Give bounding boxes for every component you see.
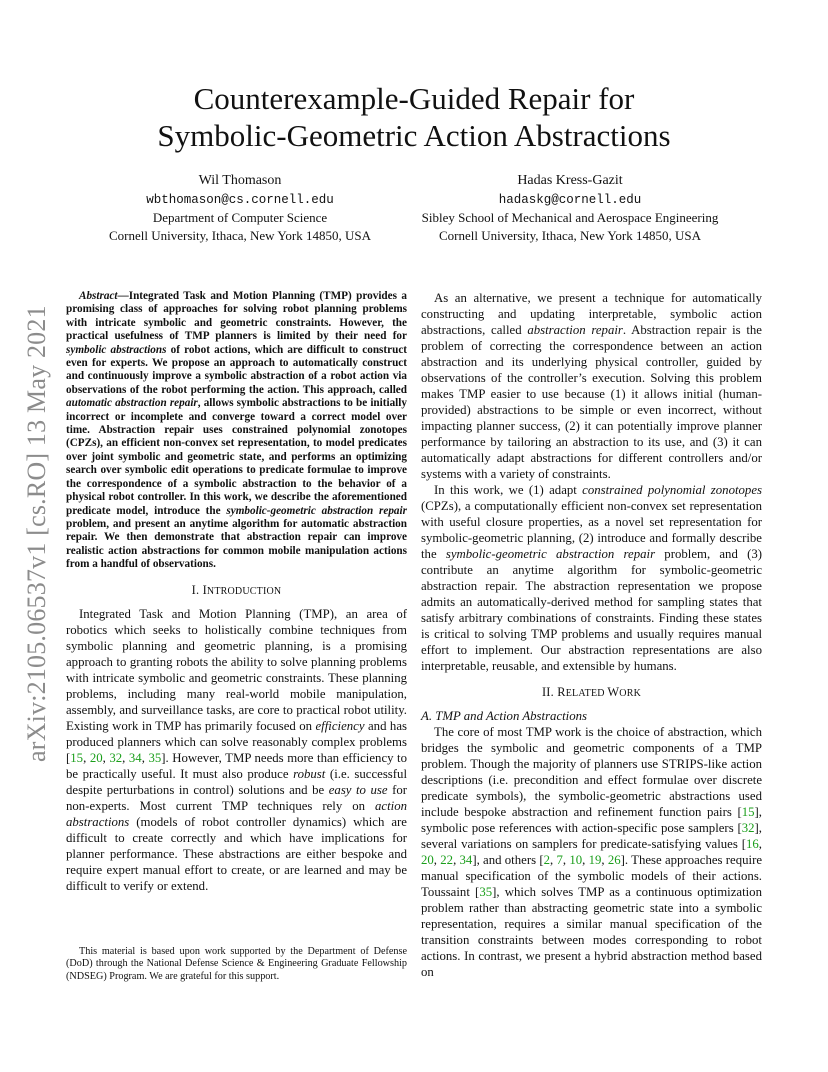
citation-link[interactable]: 32 (109, 750, 123, 765)
body-text: (CPZs), a computationally efficient non-convex set representation with useful closure properties, as a novel set representation for symbolic-geometric planning, (2) introduce and formally describe the (421, 499, 762, 561)
body-text: (models of robot controller dynamics) which are difficult to create correctly and which have implications for planner performance. These abstractions are either bespoke and require expert manual effort to create, or are learned and may be difficult to verify or extend. (66, 814, 407, 893)
section-number: I. (191, 582, 203, 597)
body-paragraph: The core of most TMP work is the choice of abstraction, which bridges the symbolic and geometric components of a TMP problem. Though the majority of planners use STRIPS-like action descriptions (i.e. precondition and effect formulae over discrete predicate symbols), the symbolic-geometric abstractions used include bespoke abstraction and refinement function pairs [15], symbolic pose references with action-specific pose samplers [32], several variations on samplers for predicate-satisfying values [16, 20, 22, 34], and others [2, 7, 10, 19, 26]. These approaches require manual specification of the symbolic models of their actions. Toussaint [35], which solves TMP as a continuous optimization problem rather than abstracting geometric state into a symbolic representation, requires a similar manual specification of the transition constraints between modes corresponding to robot actions. In contrast, we present a hybrid abstraction method based on (421, 725, 763, 979)
abstract-text: problem, and present an anytime algorithm for automatic abstraction repair. We then demonstrate that abstraction repair can improve realistic action abstractions for common mobile manipulation actions from a handful of observations. (66, 517, 407, 571)
author-affiliation: Cornell University, Ithaca, New York 14850, USA (438, 227, 702, 243)
subsection-heading: A. TMP and Action Abstractions (421, 709, 588, 723)
body-text: problem, and (3) contribute an anytime algorithm for symbolic-geometric abstraction repair. The abstraction representation we propose admits an automatically-derived method for sampling states that satisfy arbitrary combinations of constraints. Finding these states is critical to solving TMP problems and usually requires manual effort to implement. Our abstraction representations are also interpretable, reusable, and extensible by humans. (421, 547, 763, 673)
paper-title (0, 80, 828, 154)
citation-link[interactable]: 34 (128, 750, 142, 765)
arxiv-stamp: arXiv:2105.06537v1 [cs.RO] 13 May 2021 (22, 305, 51, 762)
citation-link[interactable]: 19 (588, 853, 602, 867)
author-department: Department of Computer Science (152, 210, 328, 225)
body-text: In this work, we (1) adapt (434, 483, 583, 497)
body-text: and has produced planners which can solve reasonably complex problems [ (66, 718, 407, 765)
author-affiliation: Cornell University, Ithaca, New York 14850, USA (108, 227, 372, 243)
emphasis: robust (293, 766, 326, 781)
abstract-emphasis: symbolic-geometric abstraction repair (226, 504, 407, 517)
body-text: ]. These approaches require manual specification of the symbolic models of their actions. Toussaint [ (421, 853, 763, 899)
body-paragraph (421, 482, 762, 674)
citation-link[interactable]: 10 (569, 853, 583, 867)
citation-link[interactable]: 15 (741, 805, 755, 819)
abstract-text: Integrated Task and Motion Planning (TMP) provides a promising class of approaches for solving robot planning problems with intricate symbolic and geometric constraints. However, the practical usefulness of TMP planners is limited by their need for (66, 290, 407, 343)
author-department: Sibley School of Mechanical and Aerospace Engineering (421, 210, 719, 225)
section-heading-related-work (421, 684, 762, 702)
section-title-initial: I (202, 582, 207, 597)
body-text: The core of most TMP work is the choice of abstraction, which bridges the symbolic and geometric components of a TMP problem. Though the majority of planners use STRIPS-like action descriptions (i.e. precondition and effect formulae over discrete predicate symbols), the symbolic-geometric abstractions used include bespoke abstraction and refinement function pairs [ (421, 725, 762, 819)
right-column (421, 290, 762, 980)
title-line-2: Symbolic-Geometric Action Abstractions (157, 118, 671, 153)
body-text: ]. However, TMP needs more than efficiency to be practically useful. It must also produce (66, 750, 408, 781)
citation-link[interactable]: 34 (459, 853, 473, 867)
author-block-1 (80, 172, 400, 244)
body-text: Integrated Task and Motion Planning (TMP), an area of robotics which seeks to holistically combine techniques from symbolic planning and geometric planning, is a promising approach to granting robots the ability to solve planning problems with intricate symbolic and geometric constraints. These planning problems, including many real-world mobile manipulation, assembly, and surveillance tasks, are core to practical robot utility. Existing work in TMP has primarily focused on (66, 606, 407, 733)
emphasis: constrained polynomial zonotopes (582, 483, 762, 497)
citation-link[interactable]: 2 (543, 853, 550, 867)
abstract-emphasis: automatic abstraction repair (66, 397, 198, 410)
emphasis: efficiency (315, 718, 365, 733)
abstract-lead: Abstract (79, 290, 118, 302)
author-name: Hadas Kress-Gazit (517, 173, 623, 188)
author-block-2 (400, 172, 740, 244)
section-title-rest: ELATED (565, 688, 608, 699)
section-heading-introduction (66, 582, 407, 600)
citation-link[interactable]: 26 (607, 853, 621, 867)
section-number: II. (541, 685, 558, 699)
body-text: ], symbolic pose references with action-specific pose samplers [ (421, 805, 762, 835)
body-text: ], which solves TMP as a continuous optimization problem rather than abstracting geometric state into a symbolic representation, requires a similar manual specification of the transition constraints between modes corresponding to robot actions. In contrast, we present a hybrid abstraction method based on (421, 885, 762, 979)
left-column (66, 290, 407, 894)
emphasis: abstraction repair (527, 323, 623, 337)
citation-link[interactable]: 20 (89, 750, 103, 765)
section-title-rest: ORK (619, 688, 641, 699)
section-title-rest: NTRODUCTION (206, 585, 282, 597)
body-text: As an alternative, we present a technique for automatically constructing and updating interpretable, symbolic action abstractions, called (421, 291, 762, 337)
citation-link[interactable]: 15 (70, 750, 84, 765)
body-text: (i.e. successful despite perturbations in control) solutions and be (66, 766, 407, 797)
body-text: ], and others [ (472, 853, 544, 867)
citation-link[interactable]: 35 (148, 750, 162, 765)
emphasis: easy to use (328, 782, 388, 797)
body-text: ], several variations on samplers for predicate-satisfying values [ (421, 821, 762, 851)
author-email: hadaskg@cornell.edu (498, 192, 642, 207)
citation-link[interactable]: 7 (556, 853, 563, 867)
abstract-text: of robot actions, which are difficult to construct even for experts. We propose an approach to automatically construct and continuously improve a symbolic abstraction of a robot action via observations of the robot performing the action. This approach, called (66, 343, 408, 396)
author-email: wbthomason@cs.cornell.edu (146, 192, 334, 207)
citation-link[interactable]: 20 (421, 853, 434, 867)
abstract (66, 290, 407, 572)
body-text: . Abstraction repair is the problem of correcting the correspondence between an action abstraction and its underlying physical controller, guided by observations of the controller’s execution. Solving this problem makes TMP easier to use because (1) it allows initial (human-provided) abstractions to be simple or even incorrect, without impacting planner success, (2) it can potentially improve planner performance by tailoring an abstraction to its use, and (3) it can automatically adapt abstractions for different controllers and/or systems with a variety of constraints. (421, 323, 762, 481)
emphasis: symbolic-geometric abstraction repair (445, 547, 656, 561)
body-paragraph (421, 290, 762, 482)
footnote: This material is based upon work supported by the Department of Defense (DoD) through the National Defense Science & Engineering Graduate Fellowship (NDSEG) Program. We are grateful for this support. (66, 946, 407, 982)
abstract-emphasis: symbolic abstractions (66, 343, 167, 356)
abstract-dash: — (117, 290, 129, 302)
abstract-text: , allows symbolic abstractions to be initially incorrect or incomplete and converge toward a correct model over time. Abstraction repair uses constrained polynomial zonotopes (CPZs), an efficient non-convex set representation, to model predicates over joint symbolic and geometric state, and performs an optimizing search over symbolic edit operations to predicate formulae to improve the correspondence of a symbolic abstraction to the behavior of a physical robot controller. In this work, we describe the aforementioned predicate model, introduce the (66, 397, 407, 517)
citation-link[interactable]: 35 (479, 885, 493, 899)
citation-link[interactable]: 32 (741, 821, 755, 835)
section-title-initial: R (557, 685, 566, 699)
intro-paragraph: Integrated Task and Motion Planning (TMP), an area of robotics which seeks to holistically combine techniques from symbolic planning and geometric planning, is a promising approach to granting robots the ability to solve planning problems with intricate symbolic and geometric constraints. These planning problems, including many real-world mobile manipulation, assembly, and surveillance tasks, are core to practical robot utility. Existing work in TMP has primarily focused on efficiency and has produced planners which can solve reasonably complex problems [15, 20, 32, 34, 35]. However, TMP needs more than efficiency to be practically useful. It must also produce robust (i.e. successful despite perturbations in control) solutions and be easy to use for non-experts. Most current TMP techniques rely on action abstractions (models of robot controller dynamics) which are difficult to create correctly and which have implications for planner performance. These abstractions are either bespoke and require expert manual effort to create, or are learned and may be difficult to verify or extend. (66, 606, 408, 893)
emphasis: action abstractions (66, 798, 407, 829)
citation-link[interactable]: 22 (440, 853, 454, 867)
title-line-1: Counterexample-Guided Repair for (193, 81, 635, 116)
section-title-initial: W (607, 685, 620, 699)
author-name: Wil Thomason (198, 173, 282, 188)
citation-link[interactable]: 16 (746, 837, 759, 851)
body-text: for non-experts. Most current TMP techniques rely on (66, 782, 407, 813)
